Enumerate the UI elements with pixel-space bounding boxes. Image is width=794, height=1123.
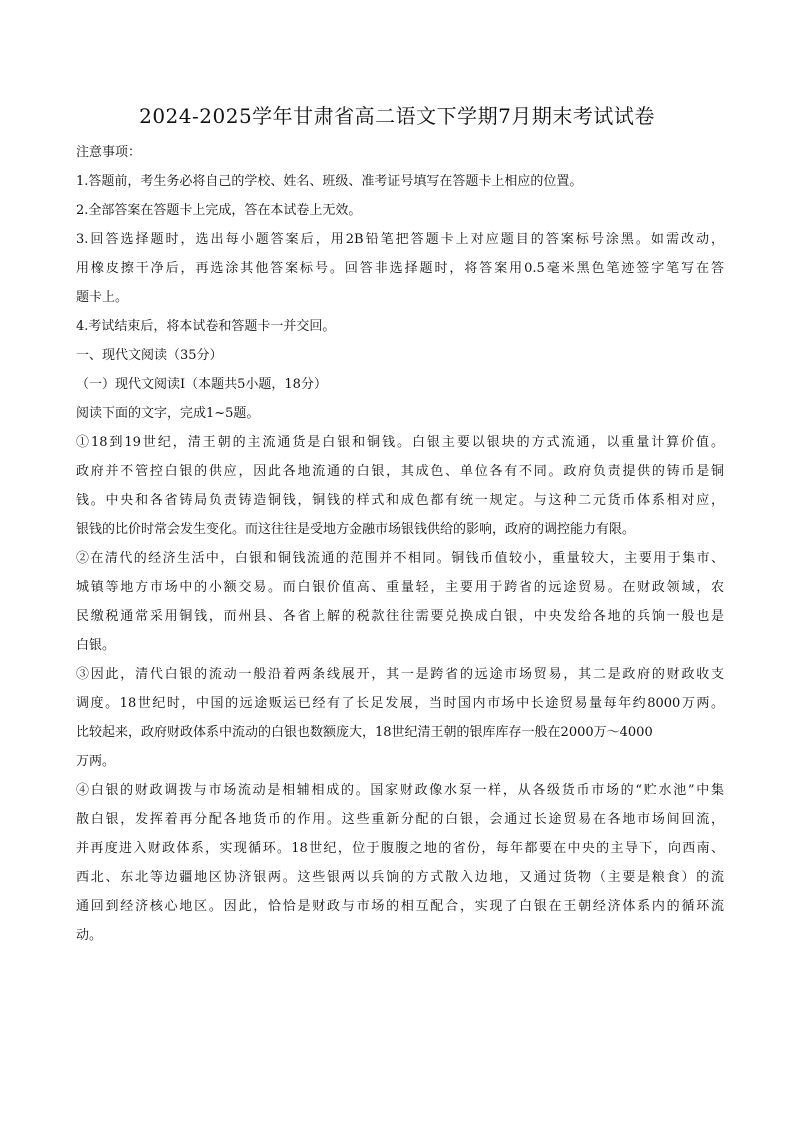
- notice-item-3-line-2: 用橡皮擦干净后，再选涂其他答案标号。回答非选择题时，将答案用0.5毫米黑色笔迹签字笔写在答: [76, 261, 724, 276]
- notice-heading: 注意事项：: [76, 145, 142, 160]
- reading-instruction: 阅读下面的文字，完成1~5题。: [76, 406, 260, 421]
- document-title: 2024-2025学年甘肃省高二语文下学期7月期末考试试卷: [139, 104, 655, 128]
- section-heading: 一、现代文阅读（35分）: [76, 348, 223, 363]
- notice-item-4: 4.考试结束后，将本试卷和答题卡一并交回。: [76, 319, 336, 334]
- paragraph-2-line-1: ②在清代的经济生活中，白银和铜钱流通的范围并不相同。铜钱币值较小，重量较大，主要用于集市、: [76, 551, 724, 566]
- paragraph-3-line-3: 比较起来，政府财政体系中流动的白银也数额庞大，18世纪清王朝的银库库存一般在2000万～4000: [76, 725, 653, 740]
- paragraph-4-line-6: 动。: [76, 928, 103, 943]
- paragraph-2-line-4: 白银。: [76, 638, 116, 653]
- paragraph-2-line-3: 民缴税通常采用铜钱，而州县、各省上解的税款往往需要兑换成白银，中央发给各地的兵饷一般也是: [76, 609, 724, 624]
- paragraph-1-line-1: ①18到19世纪，清王朝的主流通货是白银和铜钱。白银主要以银块的方式流通，以重量计算价值。: [76, 435, 724, 450]
- paragraph-3-line-2: 调度。18世纪时，中国的远途贩运已经有了长足发展，当时国内市场中长途贸易量每年约8000万两。: [76, 696, 724, 711]
- paragraph-4-line-4: 西北、东北等边疆地区协济银两。这些银两以兵饷的方式散入边地，又通过货物（主要是粮食）的流: [76, 870, 724, 885]
- paragraph-3-line-4: 万两。: [76, 754, 116, 769]
- document-body: [76, 138, 724, 950]
- paragraph-4-line-3: 并再度进入财政体系，实现循环。18世纪，位于腹腹之地的省份，每年都要在中央的主导下，向西南、: [76, 841, 724, 856]
- paragraph-1-line-3: 钱。中央和各省铸局负责铸造铜钱，铜钱的样式和成色都有统一规定。与这种二元货币体系相对应，: [76, 493, 724, 508]
- paragraph-4-line-5: 通回到经济核心地区。因此，恰恰是财政与市场的相互配合，实现了白银在王朝经济体系内的循环流: [76, 899, 724, 914]
- paragraph-1-line-2: 政府并不管控白银的供应，因此各地流通的白银，其成色、单位各有不同。政府负责提供的铸币是铜: [76, 464, 724, 479]
- notice-item-2: 2.全部答案在答题卡上完成，答在本试卷上无效。: [76, 203, 362, 218]
- paragraph-1-line-4: 银钱的比价时常会发生变化。而这往往是受地方金融市场银钱供给的影响，政府的调控能力有限。: [76, 522, 636, 537]
- subsection-heading: （一）现代文阅读I（本题共5小题，18分）: [76, 377, 327, 392]
- paragraph-2-line-2: 城镇等地方市场中的小额交易。而白银价值高、重量轻，主要用于跨省的远途贸易。在财政领域，农: [76, 580, 724, 595]
- paragraph-3-line-1: ③因此，清代白银的流动一般沿着两条线展开，其一是跨省的远途市场贸易，其二是政府的财政收支: [76, 667, 724, 682]
- paragraph-4-line-1: ④白银的财政调拨与市场流动是相辅相成的。国家财政像水泵一样，从各级货币市场的“贮水池”中集: [76, 783, 724, 798]
- notice-item-3-line-1: 3.回答选择题时，选出每小题答案后，用2B铅笔把答题卡上对应题目的答案标号涂黑。如需改动，: [76, 232, 724, 247]
- paragraph-4-line-2: 散白银，发挥着再分配各地货币的作用。这些重新分配的白银，会通过长途贸易在各地市场间回流，: [76, 812, 724, 827]
- notice-item-1: 1.答题前，考生务必将自己的学校、姓名、班级、准考证号填写在答题卡上相应的位置。: [76, 174, 583, 189]
- notice-item-3-line-3: 题卡上。: [76, 290, 129, 305]
